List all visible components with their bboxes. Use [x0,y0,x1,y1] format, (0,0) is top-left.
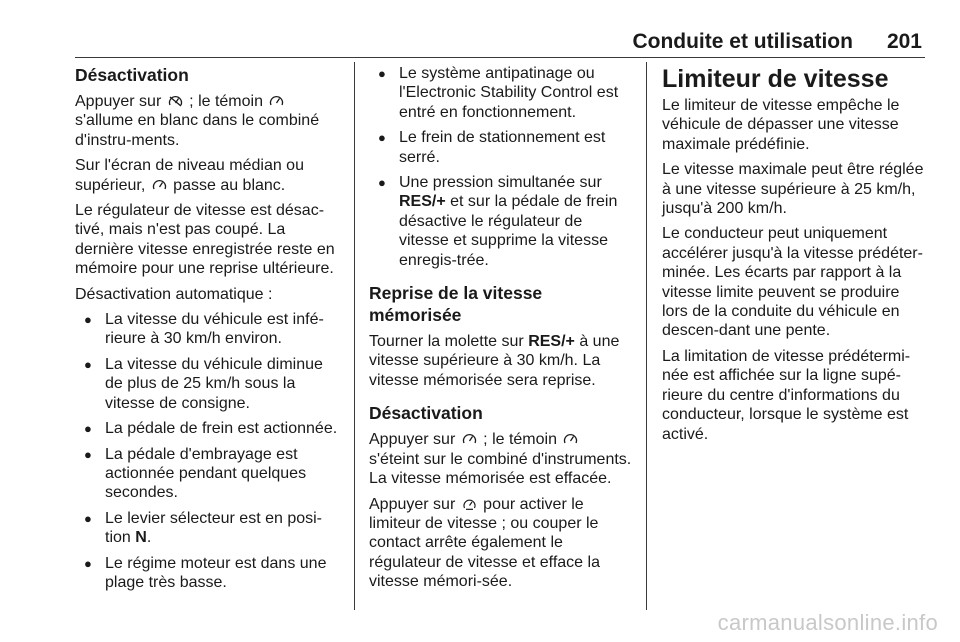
paragraph: La limitation de vitesse prédétermi-née est affichée sur la ligne supé-rieure du centre d'informations du conducteur, lorsque le système est activé. [662,347,911,443]
list-item [369,173,635,270]
list-item: ● La pédale d'embrayage est actionnée pendant quelques secondes. [75,445,343,503]
text: Le levier sélecteur est en posi-tion [105,509,322,547]
paragraph [75,92,343,150]
speed-limiter-icon [462,498,477,510]
text: à une vitesse supérieure à 30 km/h. La vitesse mémorisée sera reprise. [369,333,620,389]
text: s'éteint sur le combiné d'instruments. La vitesse mémorisée est effacée. [369,450,632,488]
cruise-control-icon [152,179,167,191]
text: s'allume en blanc dans le combiné d'instru-ments. [75,112,320,149]
paragraph: Le régulateur de vitesse est désac-tivé, mais n'est pas coupé. La dernière vitesse enregistrée reste en mémoire pour une reprise ultérieure. [75,202,335,278]
text: passe au blanc. [173,176,286,194]
gear-position: N [135,529,147,547]
heading-limiteur: Limiteur de vitesse [662,65,889,93]
cruise-control-icon [462,433,477,445]
text: pour activer le limiteur de vitesse ; ou couper le contact arrête également le régulateur de vitesse et efface la vitesse mémori-sée. [369,495,600,591]
text: ; le témoin [483,431,557,449]
paragraph: Désactivation automatique : [75,285,273,303]
text: Une pression simultanée sur [399,174,602,192]
text: Sur l'écran de niveau médian ou supérieur, [75,157,304,194]
column-1 [75,64,343,598]
paragraph [75,156,343,195]
cruise-control-off-icon [168,95,183,107]
watermark: carmanualsonline.info [717,610,938,635]
text: Appuyer sur [75,93,162,110]
page-header [75,30,922,54]
header-divider [75,57,925,58]
text: Appuyer sur [369,495,456,513]
paragraph [369,332,635,390]
paragraph [369,430,635,488]
list-item: ● La vitesse du véhicule est infé-rieure à 30 km/h environ. [75,310,343,349]
cruise-control-icon [563,433,578,445]
column-divider-1 [354,62,355,610]
column-divider-2 [646,62,647,610]
paragraph: Le vitesse maximale peut être réglée à une vitesse supérieure à 25 km/h, jusqu'à 200 km/h. [662,161,924,218]
heading-desactivation: Désactivation [75,65,189,85]
button-label: RES/+ [399,193,446,211]
text: et sur la pédale de frein désactive le régulateur de vitesse et supprime la vitesse enregis-trée. [399,193,618,269]
column-3 [662,64,928,450]
paragraph: Le limiteur de vitesse empêche le véhicule de dépasser une vitesse maximale prédéfinie. [662,97,900,153]
list-item: ● La vitesse du véhicule diminue de plus de 25 km/h sous la vitesse de consigne. [75,355,343,413]
cruise-control-icon [269,95,284,107]
text: Appuyer sur [369,431,456,449]
list-item: ● Le régime moteur est dans une plage très basse. [75,554,343,593]
list-item: ● Le frein de stationnement est serré. [369,128,635,167]
heading-desactivation: Désactivation [369,403,483,424]
list-item: ● Le système antipatinage ou l'Electronic Stability Control est entré en fonctionnement. [369,64,635,122]
heading-reprise: Reprise de la vitesse mémorisée [369,283,543,326]
paragraph [369,495,635,592]
button-label: RES/+ [528,333,575,351]
column-2 [369,64,635,598]
bullet-list [369,64,635,270]
list-item [75,509,343,548]
text: ; le témoin [189,93,263,110]
text: . [146,529,152,547]
paragraph: Le conducteur peut uniquement accélérer jusqu'à la vitesse prédéter-minée. Les écarts par rapport à la vitesse limite peuvent se produire lors de la conduite du véhicule en descen-dant une pente. [662,225,923,340]
section-title: Conduite et utilisation [632,30,853,53]
page-number: 201 [886,30,922,53]
list-item: ● La pédale de frein est actionnée. [75,419,343,438]
text: Tourner la molette sur [369,333,524,351]
bullet-list [75,310,343,592]
